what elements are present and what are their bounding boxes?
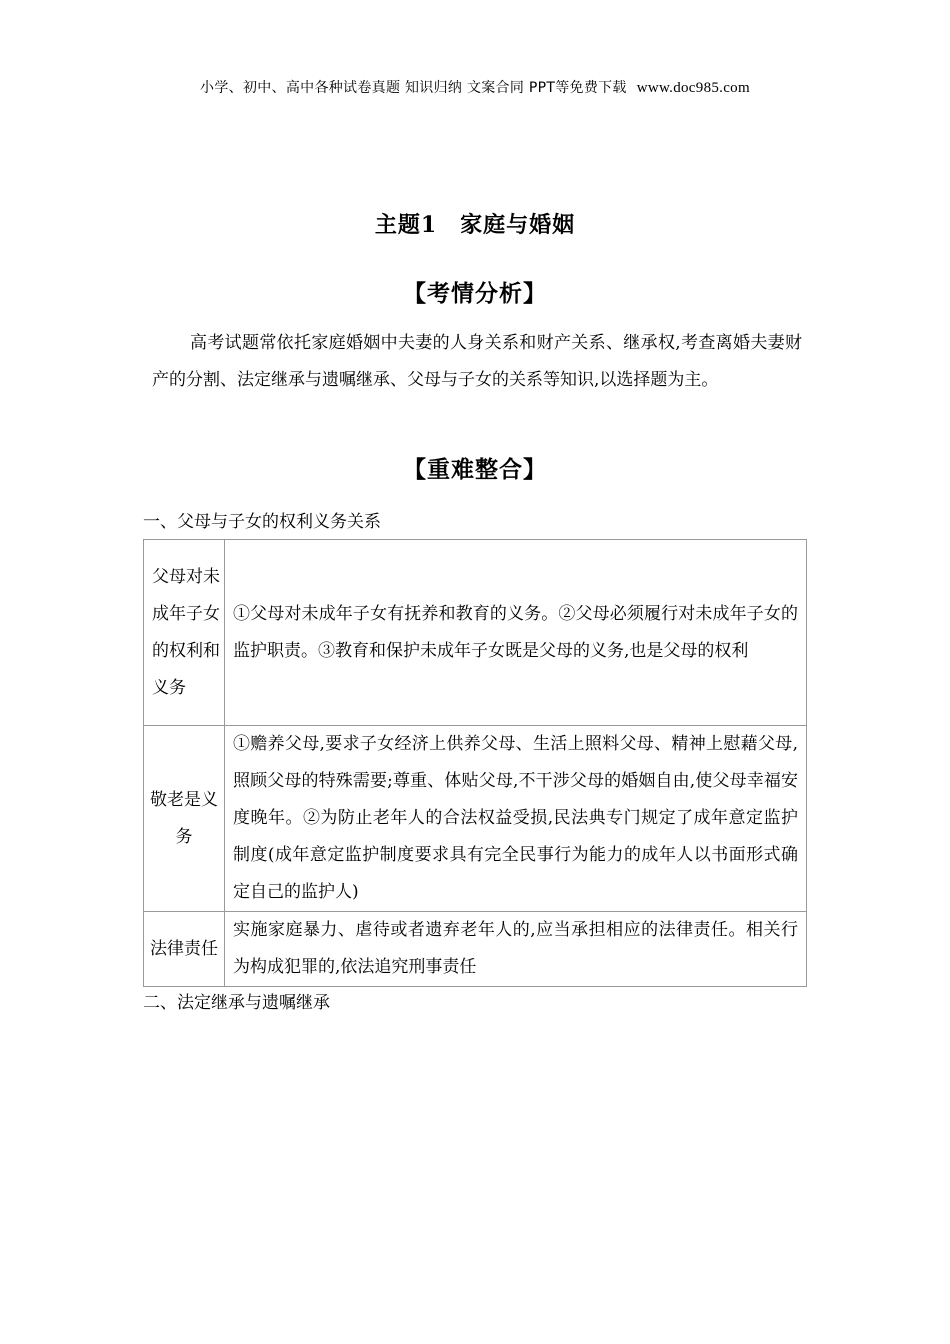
row-content: 实施家庭暴力、虐待或者遗弃老年人的,应当承担相应的法律责任。相关行为构成犯罪的,依法追究刑事责任 [225,912,807,987]
rights-duties-table [143,539,807,987]
analysis-paragraph: 高考试题常依托家庭婚姻中夫妻的人身关系和财产关系、继承权,考查离婚夫妻财产的分割、法定继承与遗嘱继承、父母与子女的关系等知识,以选择题为主。 [152,333,802,390]
row-content: ①父母对未成年子女有抚养和教育的义务。②父母必须履行对未成年子女的监护职责。③教育和保护未成年子女既是父母的义务,也是父母的权利 [225,540,807,726]
table-row [144,912,807,987]
table-row [144,726,807,912]
section-heading-analysis: 【考情分析】 [403,280,547,307]
document-title: 主题1 家庭与婚姻 [374,212,576,238]
section-heading-integration: 【重难整合】 [403,456,547,483]
table-row [144,540,807,726]
header-text: 小学、初中、高中各种试卷真题 知识归纳 文案合同 PPT等免费下载 [200,80,627,96]
subheading-parent-child: 一、父母与子女的权利义务关系 [143,512,381,532]
row-label: 父母对未成年子女的权利和义务 [144,540,225,726]
header-url: www.doc985.com [636,80,750,96]
row-label: 敬老是义务 [144,726,225,912]
subheading-inheritance: 二、法定继承与遗嘱继承 [143,993,330,1013]
row-label: 法律责任 [144,912,225,987]
row-content: ①赡养父母,要求子女经济上供养父母、生活上照料父母、精神上慰藉父母,照顾父母的特殊需要;尊重、体贴父母,不干涉父母的婚姻自由,使父母幸福安度晚年。②为防止老年人的合法权益受损,民法典专门规定了成年意定监护制度(成年意定监护制度要求具有完全民事行为能力的成年人以书面形式确定自己的监护人) [225,726,807,912]
page-header [0,77,950,97]
